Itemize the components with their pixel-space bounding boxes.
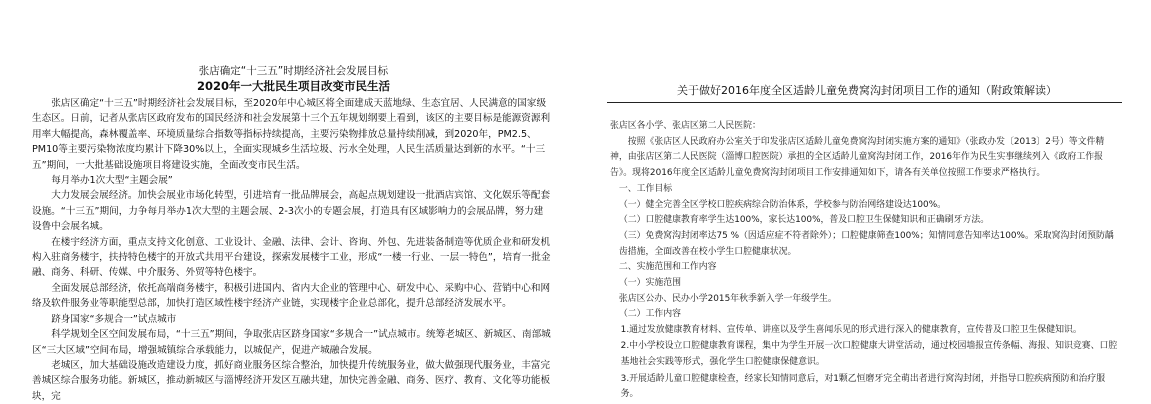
paragraph: 在楼宇经济方面，重点支持文化创意、工业设计、金融、法律、会计、咨询、外包、先进装备制造等优质企业和研发机构入驻商务楼宇，扶持特色楼宇的开放式共用平台建设，探索发展楼宇工业，形成“一楼一行业、一层一特色”，培育一批金融、商务、科研、传媒、中介服务、外贸等特色楼宇。 <box>32 236 551 279</box>
list-item: 1.通过发放健康教育材料、宣传单、讲座以及学生喜闻乐见的形式进行深入的健康教育，宣传普及口腔卫生保健知识。 <box>620 325 1082 336</box>
section-heading: 一、工作目标 <box>618 183 673 194</box>
left-doc-title: 2020年一大批民生项目改变市民生活 <box>196 79 390 93</box>
left-doc-body <box>32 96 552 402</box>
paragraph: 科学规划全区空间发展布局，“十三五”期间，争取张店区跻身国家“多规合一”试点城市。统筹老城区、新城区、南部城区“三大区域”空间布局，增强城镇综合承载能力，以城促产，促进产城融合发展。 <box>32 329 551 356</box>
right-doc-title: 关于做好2016年度全区适龄儿童免费窝沟封闭项目工作的通知（附政策解读） <box>677 84 1057 97</box>
paragraph: 张店区公办、民办小学2015年秋季新入学一年级学生。 <box>618 293 837 304</box>
subsection-heading: （一）实施范围 <box>618 278 682 289</box>
right-document <box>607 0 1127 402</box>
list-item: 2.中小学校设立口腔健康教育课程，集中为学生开展一次口腔健康大讲堂活动，通过校园墙报宣传条幅、海报、知识竞赛、口腔基地社会实践等形式，强化学生口腔健康保健意识。 <box>620 340 1118 367</box>
section-heading: 二、实施范围和工作内容 <box>618 262 717 273</box>
list-item: 3.开展适龄儿童口腔健康检查，经家长知情同意后，对1颗乙恒磨牙完全萌出者进行窝沟封闭，并指导口腔疾病预防和治疗服务。 <box>620 374 1106 400</box>
list-item: （一）健全完善全区学校口腔疾病综合防治体系，学校参与防治网络建设达100%。 <box>618 199 947 210</box>
list-item: （三）免费窝沟封闭率达75 %（因适应症不符者除外）；口腔健康筛查100%；知情同意告知率达100%。采取窝沟封闭预防龋齿措施，全面改善在校小学生口腔健康状况。 <box>618 230 1114 257</box>
paragraph: 全面发展总部经济，依托高端商务楼宇，积极引进国内、省内大企业的管理中心、研发中心、采购中心、营销中心和网络及软件服务业等职能型总部，加快打造区域性楼宇经济产业链，实现楼宇企业总部化，提升总部经济发展水平。 <box>32 282 551 310</box>
paragraph: 大力发展会展经济。加快会展业市场化转型，引进培育一批品牌展会，高起点规划建设一批酒店宾馆、文化娱乐等配套设施。“十三五”期间，力争每月举办1次大型的主题会展、2-3次小的专题会展，打造具有区域影响力的会展品牌，努力建设鲁中会展名城。 <box>32 190 551 233</box>
list-item: （二）口腔健康教育率学生达100%，家长达100%，普及口腔卫生保健知识和正确刷牙方法。 <box>618 215 990 226</box>
right-doc-body <box>610 119 1118 400</box>
left-document <box>30 0 557 402</box>
section-heading: 跻身国家“多规合一”试点城市 <box>51 313 177 325</box>
paragraph: 老城区，加大基础设施改造建设力度，抓好商业服务区综合整治，加快提升传统服务业，做大做强现代服务业，丰富完善城区综合服务功能。新城区，推动新城区与淄博经济开发区互融共建，加快完善金融、商务、医疗、教育、文化等功能板块，完 <box>32 359 551 402</box>
subsection-heading: （二）工作内容 <box>618 309 682 320</box>
title-divider <box>607 102 1122 103</box>
paragraph: 按照《张店区人民政府办公室关于印发张店区适龄儿童免费窝沟封闭实施方案的通知》（张政办发〔2013〕2号）等文件精神，由张店区第二人民医院（淄博口腔医院）承担的全区适龄儿童窝沟封闭工作，2016年作为民生实事继续列入《政府工作报告》。现将2016年度全区适龄儿童免费窝沟封闭项目工作安排通知如下，请各有关单位按照工作要求严格执行。 <box>610 136 1105 179</box>
salutation: 张店区各小学、张店区第二人民医院： <box>610 121 761 131</box>
left-doc-supertitle: 张店确定“十三五”时期经济社会发展目标 <box>198 65 389 77</box>
paragraph: 张店区确定“十三五”时期经济社会发展目标，至2020年中心城区将全面建成天蓝地绿、生态宜居、人民满意的国家级生态区。日前，记者从张店区政府发布的国民经济和社会发展第十三个五年规划纲要上看到，该区的主要目标是能源资源利用率大幅提高，森林覆盖率、环境质量综合指数等指标持续提高，主要污染物排放总量持续削减，到2020年，PM2.5、PM10等主要污染物浓度均累计下降30%以上，全面实现城乡生活垃圾、污水全处理，人民生活质量达到新的水平。“十三五”期间，一大批基础设施项目将建设实施，全面改变市民生活。 <box>32 98 551 171</box>
section-heading: 每月举办1次大型“主题会展” <box>51 175 173 187</box>
